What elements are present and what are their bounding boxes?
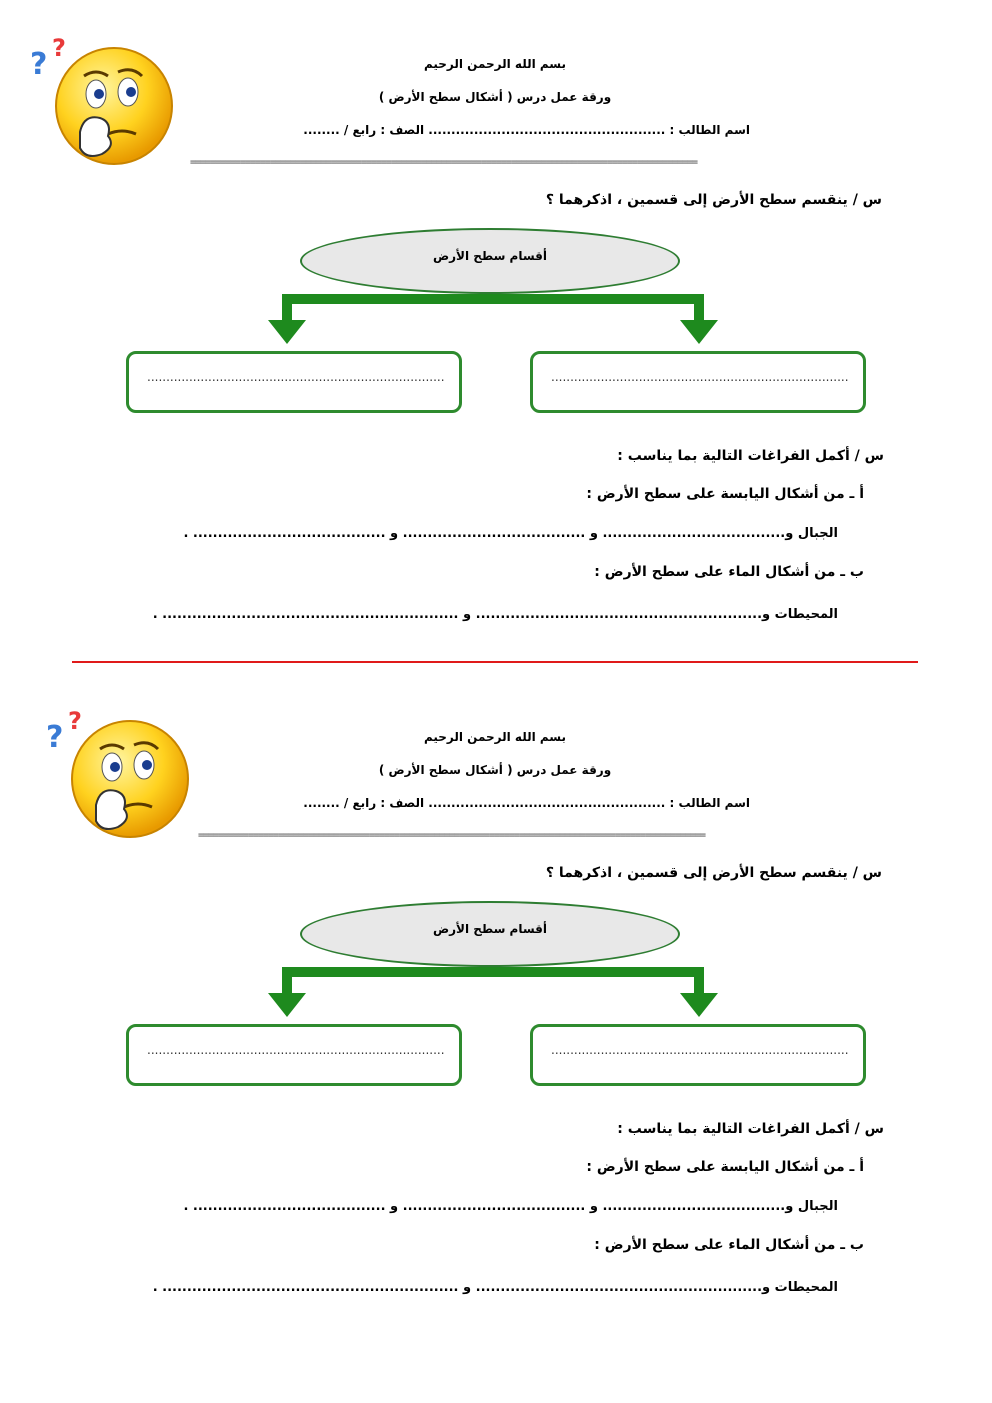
question-1: س / ينقسم سطح الأرض إلى قسمين ، اذكرهما ؟ [545,192,882,208]
part-a-prompt: أ ـ من أشكال اليابسة على سطح الأرض : [586,1159,864,1175]
worksheet-title: ورقة عمل درس ( أشكال سطح الأرض ) [378,763,612,777]
svg-text:?: ? [52,36,66,62]
earth-divisions-oval [300,901,680,967]
header-separator: ===================================================================================================== [190,157,698,168]
svg-text:?: ? [68,709,82,735]
svg-text:?: ? [46,720,64,755]
part-a-prompt: أ ـ من أشكال اليابسة على سطح الأرض : [586,486,864,502]
part-b-prompt: ب ـ من أشكال الماء على سطح الأرض : [594,1237,864,1253]
basmala: بسم الله الرحمن الرحيم [423,57,567,71]
answer-box-left[interactable] [126,1024,462,1086]
header-separator: ===================================================================================================== [198,830,706,841]
svg-text:?: ? [30,47,48,82]
answer-box-right[interactable] [530,1024,866,1086]
worksheet-1 [0,0,992,672]
answer-box-right-dots: .............................................................................. [551,370,849,384]
part-b-answer-line[interactable]: المحيطات و.......................................................... و ............................................................ . [152,607,838,622]
answer-box-right[interactable] [530,351,866,413]
student-name-grade-line: اسم الطالب : .................................................... الصف : رابع / ........ [303,123,750,137]
basmala: بسم الله الرحمن الرحيم [423,730,567,744]
student-name-grade-line: اسم الطالب : .................................................... الصف : رابع / ........ [303,796,750,810]
answer-box-left[interactable] [126,351,462,413]
thinking-smiley-icon [40,709,190,841]
worksheet-title: ورقة عمل درس ( أشكال سطح الأرض ) [378,90,612,104]
answer-box-left-dots: .............................................................................. [147,370,445,384]
question-2: س / أكمل الفراغات التالية بما يناسب : [617,1121,884,1137]
oval-label: أقسام سطح الأرض [432,922,548,936]
part-b-answer-line[interactable]: المحيطات و.......................................................... و ............................................................ . [152,1280,838,1295]
part-a-answer-line[interactable]: الجبال و..................................... و ..................................... و ....................................... . [183,1199,838,1214]
branch-arrows-icon [260,292,730,350]
branch-arrows-icon [260,965,730,1023]
earth-divisions-oval [300,228,680,294]
part-a-answer-line[interactable]: الجبال و..................................... و ..................................... و ....................................... . [183,526,838,541]
part-b-prompt: ب ـ من أشكال الماء على سطح الأرض : [594,564,864,580]
question-2: س / أكمل الفراغات التالية بما يناسب : [617,448,884,464]
answer-box-left-dots: .............................................................................. [147,1043,445,1057]
page-divider [72,661,918,663]
thinking-smiley-icon [24,36,174,168]
answer-box-right-dots: .............................................................................. [551,1043,849,1057]
worksheet-2 [0,673,992,1345]
oval-label: أقسام سطح الأرض [432,249,548,263]
question-1: س / ينقسم سطح الأرض إلى قسمين ، اذكرهما ؟ [545,865,882,881]
